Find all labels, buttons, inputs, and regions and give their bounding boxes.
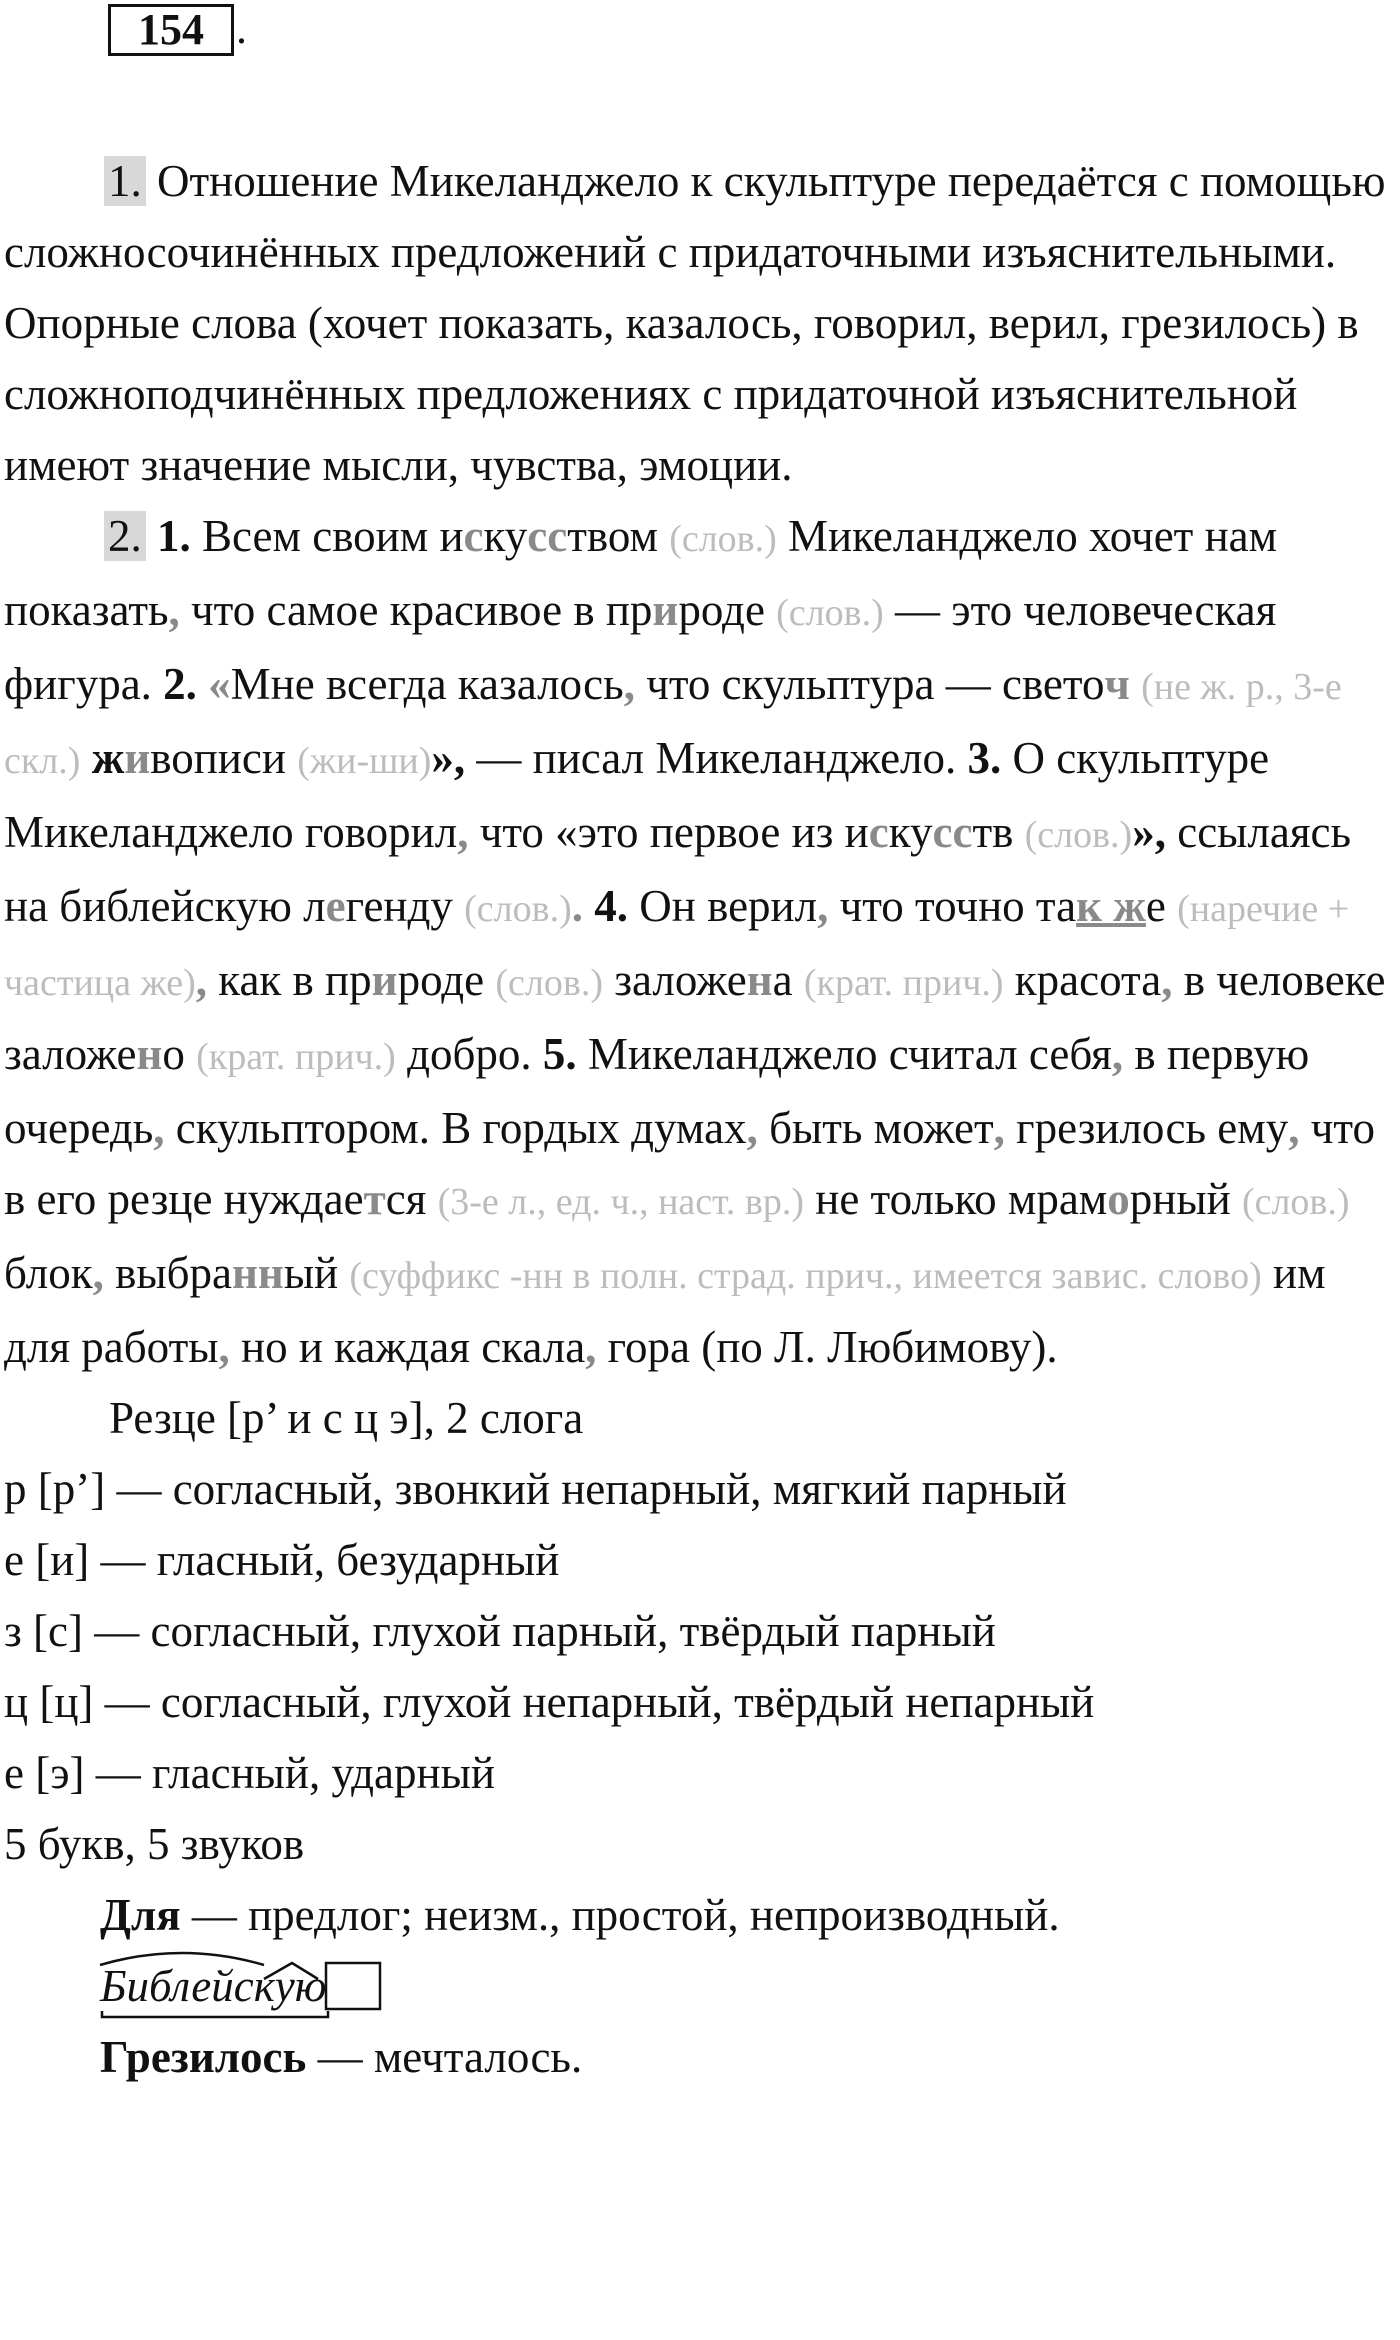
text-fragment: твом xyxy=(567,511,658,561)
orthogram-letter: ж xyxy=(91,733,125,783)
word-definition xyxy=(4,2022,1400,2093)
text-fragment: что в его резце нуждае xyxy=(4,1103,1375,1224)
analyzed-word: Для xyxy=(100,1890,181,1940)
punctuation-mark: », xyxy=(1132,807,1166,857)
text-fragment: Микеланджело хочет нам показать xyxy=(4,511,1278,635)
orthogram-letter: к xyxy=(1076,881,1103,931)
phonetic-line: ц [ц] — согласный, глухой непарный, твёрдый непарный xyxy=(4,1677,1095,1727)
text-fragment: Микеланджело считал себя xyxy=(587,1029,1112,1079)
morphemic-word: Библейскую xyxy=(100,1961,327,2011)
phonetic-line: е [э] — гласный, ударный xyxy=(4,1748,495,1798)
definition-text: — мечталось. xyxy=(306,2032,583,2082)
sentence-3-number: 3. xyxy=(967,733,1002,783)
analysis-text: — предлог; неизм., простой, непроизводный. xyxy=(180,1890,1060,1940)
spelling-note: (суффикс -нн в полн. страд. прич., имеется завис. слово) xyxy=(349,1255,1262,1297)
text-fragment: им для работы xyxy=(4,1248,1326,1372)
text-fragment: в первую очередь xyxy=(4,1029,1310,1153)
spelling-note: (слов.) xyxy=(1024,814,1133,856)
exercise-number-box xyxy=(108,4,234,56)
text-fragment: ый xyxy=(283,1248,339,1298)
sentence-5-number: 5. xyxy=(542,1029,577,1079)
phonetic-line: з [с] — согласный, глухой парный, твёрдый парный xyxy=(4,1606,996,1656)
punctuation-mark: , xyxy=(623,659,635,709)
text-fragment: ку xyxy=(888,807,933,857)
task-1-text: Отношение Микеланджело к скульптуре передаётся с помощью сложносочинённых предложений с придаточными изъяснительными. Опорные слова (хочет показать, казалось, говорил, верил, грезилось) в сложноподчинённых предложениях с придаточной изъяснительной имеют значение мысли, чувства, эмоции. xyxy=(4,156,1386,490)
orthogram-letter: т xyxy=(363,1174,386,1224)
spelling-note: (жи-ши) xyxy=(297,740,432,782)
punctuation-mark: , xyxy=(585,1322,597,1372)
text-fragment: скульптором. В гордых думах xyxy=(175,1103,747,1153)
punctuation-mark: , xyxy=(195,955,208,1005)
text-fragment: заложе xyxy=(614,955,747,1005)
text-fragment: ся xyxy=(385,1174,427,1224)
spelling-note: (не ж. р., 3-е скл.) xyxy=(4,666,1342,782)
text-fragment: но и каждая скала xyxy=(240,1322,586,1372)
punctuation-mark: , xyxy=(746,1103,758,1153)
task-1-number: 1. xyxy=(104,156,146,206)
punctuation-mark: , xyxy=(153,1103,165,1153)
ending-box xyxy=(326,1963,380,2009)
spelling-note: (крат. прич.) xyxy=(803,962,1004,1004)
text-fragment: как в пр xyxy=(218,955,372,1005)
suffix-mark xyxy=(264,1963,318,1979)
text-fragment: что «это первое из и xyxy=(479,807,869,857)
punctuation-mark: , xyxy=(1288,1103,1300,1153)
orthogram-letter: и xyxy=(124,733,151,783)
morpheme-marks xyxy=(100,1951,400,2022)
spelling-note: (слов.) xyxy=(1241,1181,1350,1223)
text-fragment: а xyxy=(772,955,793,1005)
exercise-number-dot: . xyxy=(236,4,247,53)
spelling-note: (слов.) xyxy=(669,518,777,560)
orthogram-letter: н xyxy=(746,955,773,1005)
morphemic-analysis xyxy=(100,1951,400,2022)
orthogram-letter: с xyxy=(868,807,889,857)
root-arc xyxy=(100,1953,264,1965)
punctuation-mark: , xyxy=(993,1103,1005,1153)
text-fragment: Он верил xyxy=(639,881,818,931)
sentence-1-number: 1. xyxy=(157,511,191,561)
phonetic-line: 5 букв, 5 звуков xyxy=(4,1819,305,1869)
task-1-paragraph xyxy=(4,146,1400,501)
punctuation-mark: . xyxy=(571,881,583,931)
orthogram-letter: нн xyxy=(231,1248,284,1298)
task-2-number: 2. xyxy=(104,511,146,561)
stem-bracket xyxy=(102,2011,328,2017)
text-fragment: быть может xyxy=(769,1103,994,1153)
orthogram-letter: о xyxy=(1107,1174,1130,1224)
punctuation-mark: , xyxy=(92,1248,104,1298)
phonetic-line: е [и] — гласный, безударный xyxy=(4,1535,560,1585)
text-fragment: роде xyxy=(397,955,485,1005)
text-fragment: ку xyxy=(483,511,528,561)
orthogram-letter: ж xyxy=(1113,881,1146,931)
punctuation-mark: , xyxy=(218,1322,230,1372)
sentence-2-number: 2. xyxy=(163,659,197,709)
spelling-note: (слов.) xyxy=(464,888,572,930)
phonetic-line: р [р’] — согласный, звонкий непарный, мягкий парный xyxy=(4,1464,1067,1514)
text-fragment: грезилось ему xyxy=(1016,1103,1289,1153)
orthogram-letter: ч xyxy=(1104,659,1130,709)
text-fragment: ссылаясь на библейскую л xyxy=(4,807,1352,931)
punctuation-mark: , xyxy=(1161,955,1173,1005)
task-2-paragraph xyxy=(4,501,1400,1383)
text-fragment: генду xyxy=(345,881,453,931)
text-fragment: е xyxy=(1145,881,1166,931)
answer-body xyxy=(4,146,1400,2093)
orthogram-letter: н xyxy=(136,1029,163,1079)
punctuation-mark: , xyxy=(457,807,469,857)
spelling-note: (3-е л., ед. ч., наст. вр.) xyxy=(437,1181,804,1223)
text-fragment: не только мрам xyxy=(815,1174,1108,1224)
text-fragment: — это человеческая фигура. xyxy=(4,585,1277,709)
text-fragment: блок xyxy=(4,1248,93,1298)
separate-spelling-gap xyxy=(1102,881,1113,931)
text-fragment: Мне всегда казалось xyxy=(230,659,624,709)
text-fragment: добро. xyxy=(407,1029,532,1079)
punctuation-mark: « xyxy=(208,659,231,709)
spelling-note: (наречие + частица же) xyxy=(4,888,1350,1004)
text-fragment: тв xyxy=(972,807,1014,857)
text-fragment: О скульптуре Микеланджело говорил xyxy=(4,733,1270,857)
spelling-note: (крат. прич.) xyxy=(196,1036,396,1078)
text-fragment: красота xyxy=(1014,955,1162,1005)
text-fragment: рный xyxy=(1129,1174,1231,1224)
phonetic-line: Резце [р’ и с ц э], 2 слога xyxy=(109,1393,584,1443)
text-fragment: Всем своим и xyxy=(202,511,464,561)
spelling-note: (слов.) xyxy=(495,962,603,1004)
preposition-analysis xyxy=(4,1880,1400,1951)
orthogram-letter: е xyxy=(325,881,346,931)
text-fragment: выбра xyxy=(115,1248,232,1298)
text-fragment: — писал Микеланджело. xyxy=(476,733,957,783)
sentence-4-number: 4. xyxy=(594,881,628,931)
text-fragment: что скульптура — свето xyxy=(646,659,1105,709)
text-fragment: что самое красивое в пр xyxy=(191,585,653,635)
orthogram-letter: с xyxy=(463,511,484,561)
orthogram-letter: сс xyxy=(932,807,973,857)
orthogram-letter: и xyxy=(371,955,398,1005)
punctuation-mark: , xyxy=(817,881,829,931)
text-fragment: что точно та xyxy=(839,881,1077,931)
exercise-number: 154 xyxy=(138,5,204,54)
text-fragment: роде xyxy=(678,585,765,635)
punctuation-mark: , xyxy=(1111,1029,1124,1079)
spelling-note: (слов.) xyxy=(776,592,884,634)
punctuation-mark: », xyxy=(431,733,466,783)
text-fragment: в человеке заложе xyxy=(4,955,1386,1079)
text-fragment: вописи xyxy=(150,733,286,783)
defined-word: Грезилось xyxy=(100,2032,307,2082)
text-fragment: гора (по Л. Любимову). xyxy=(607,1322,1058,1372)
text-fragment: о xyxy=(162,1029,185,1079)
punctuation-mark: , xyxy=(168,585,180,635)
phonetic-analysis xyxy=(4,1383,1400,1880)
orthogram-letter: сс xyxy=(527,511,568,561)
orthogram-letter: и xyxy=(652,585,679,635)
